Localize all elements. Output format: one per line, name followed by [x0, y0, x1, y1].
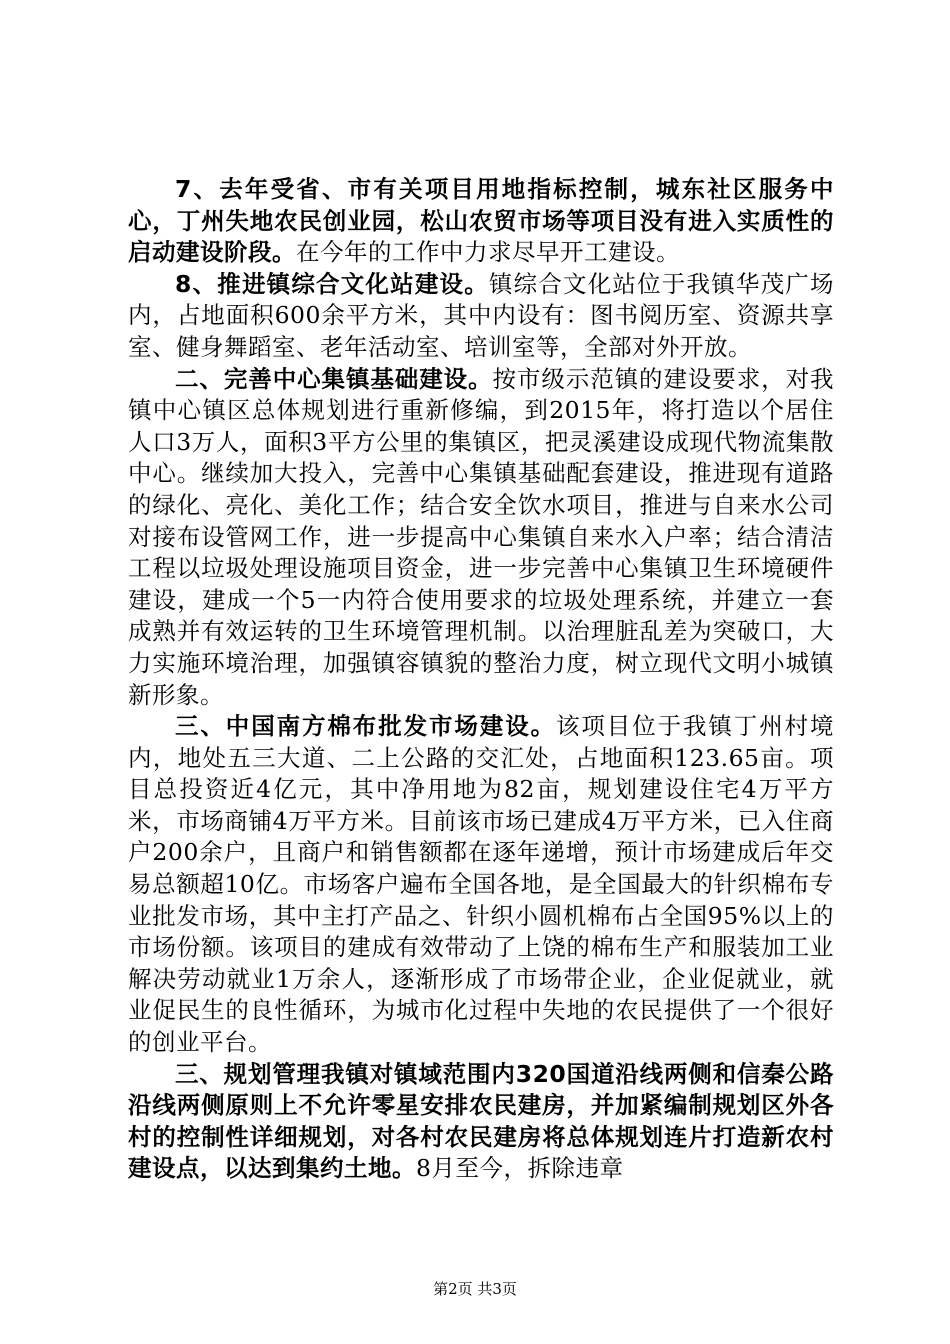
paragraph-text: 镇综合文化站位于我镇华茂广场内，占地面积600余平方米，其中内设有：图书阅历室、资源共享室、健身舞蹈室、老年活动室、培训室等，全部对外开放。: [128, 269, 834, 361]
paragraph-bold-lead: 三、中国南方棉布批发市场建设。: [175, 712, 556, 741]
paragraph-text: 8月至今，拆除违章: [416, 1154, 624, 1183]
paragraph-bold-lead: 三、规划管理我镇对镇域范围内320国道沿线两侧和信秦公路沿线两侧原则上不允许零星安排农民建房，并加紧编制规划区外各村的控制性详细规划，对各村农民建房将总体规划连片打造新农村建设点，以达到集约土地。: [128, 1059, 834, 1183]
page-number-label: 第2页 共3页: [433, 1280, 517, 1298]
paragraph-bold-lead: 二、完善中心集镇基础建设。: [175, 364, 493, 393]
paragraph-bold-lead: 8、推进镇综合文化站建设。: [175, 269, 489, 298]
paragraph-text: 在今年的工作中力求尽早开工建设。: [296, 238, 680, 267]
paragraph-text: 按市级示范镇的建设要求，对我镇中心镇区总体规划进行重新修编，到2015年，将打造以个居住人口3万人，面积3平方公里的集镇区，把灵溪建设成现代物流集散中心。继续加大投入，完善中心集镇基础配套建设，推进现有道路的绿化、亮化、美化工作；结合安全饮水项目，推进与自来水公司对接布设管网工作，进一步提高中心集镇自来水入户率；结合清洁工程以垃圾处理设施项目资金，进一步完善中心集镇卫生环境硬件建设，建成一个5一内符合使用要求的垃圾处理系统，并建立一套成熟并有效运转的卫生环境管理机制。以治理脏乱差为突破口，大力实施环境治理，加强镇容镇貌的整治力度，树立现代文明小城镇新形象。: [128, 364, 834, 709]
paragraph-section-3-planning: [128, 1059, 834, 1185]
page-footer: [0, 1278, 950, 1299]
document-body: [128, 174, 834, 1185]
paragraph-text: 该项目位于我镇丁州村境内，地处五三大道、二上公路的交汇处，占地面积123.65亩。项目总投资近4亿元，其中净用地为82亩，规划建设住宅4万平方米，市场商铺4万平方米。目前该市场已建成4万平方米，已入住商户200余户，且商户和销售额都在逐年递增，预计市场建成后年交易总额超10亿。市场客户遍布全国各地，是全国最大的针织棉布专业批发市场，其中主打产品之、针织小圆机棉布占全国95%以上的市场份额。该项目的建成有效带动了上饶的棉布生产和服装加工业解决劳动就业1万余人，逐渐形成了市场带企业，企业促就业，就业促民生的良性循环，为城市化过程中失地的农民提供了一个很好的创业平台。: [128, 712, 834, 1057]
paragraph-section-3-market: [128, 711, 834, 1059]
paragraph-item-7: [128, 174, 834, 269]
paragraph-bold-lead: 7、去年受省、市有关项目用地指标控制，城东社区服务中心，丁州失地农民创业园，松山农贸市场等项目没有进入实质性的启动建设阶段。: [128, 175, 834, 267]
paragraph-section-2: [128, 364, 834, 712]
paragraph-item-8: [128, 269, 834, 364]
